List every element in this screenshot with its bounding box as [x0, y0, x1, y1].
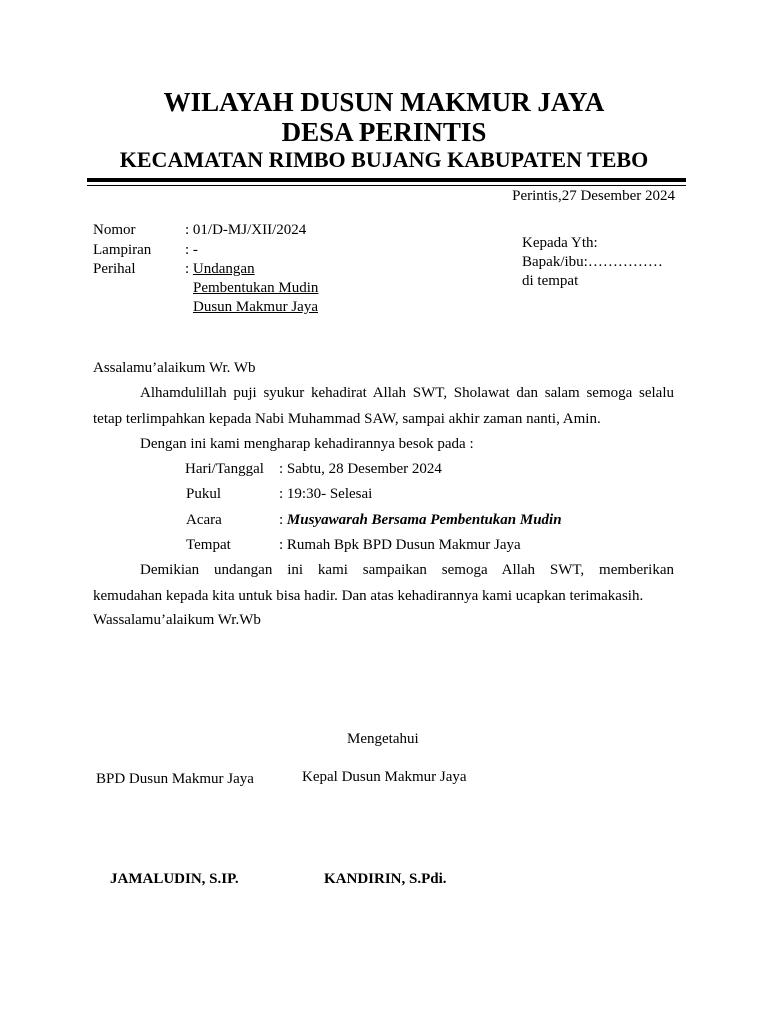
recipient-line-3: di tempat	[522, 273, 579, 289]
letterhead-line-1: WILAYAH DUSUN MAKMUR JAYA	[163, 87, 605, 117]
letterhead-line-3: KECAMATAN RIMBO BUJANG KABUPATEN TEBO	[119, 147, 649, 172]
paragraph-3-line-2: kemudahan kepada kita untuk bisa hadir. Dan atas kehadirannya kami ucapkan terimakasih.	[93, 588, 644, 604]
header-rule-thick	[87, 178, 686, 182]
paragraph-3-line-1: Demikian undangan ini kami sampaikan semoga Allah SWT, memberikan	[140, 562, 674, 578]
schedule-value-text: 19:30- Selesai	[286, 486, 373, 502]
schedule-value	[279, 512, 562, 529]
perihal-colon: :	[185, 261, 193, 277]
left-signatory-title: BPD Dusun Makmur Jaya	[96, 771, 254, 787]
schedule-value	[279, 537, 521, 554]
perihal-line-2: Pembentukan Mudin	[193, 280, 319, 296]
header-rule-thin	[87, 185, 686, 186]
schedule-label: Tempat	[186, 537, 231, 553]
schedule-label: Pukul	[186, 486, 222, 502]
letterhead-line-2: DESA PERINTIS	[281, 117, 487, 147]
schedule-label: Acara	[186, 512, 222, 528]
recipient-line-2: Bapak/ibu:……………	[522, 254, 663, 270]
nomor-value: : 01/D-MJ/XII/2024	[185, 222, 307, 238]
left-signatory-name: JAMALUDIN, S.IP.	[110, 871, 239, 887]
schedule-value-text: Musyawarah Bersama Pembentukan Mudin	[286, 512, 562, 528]
greeting: Assalamu’alaikum Wr. Wb	[93, 360, 256, 376]
schedule-value	[279, 461, 442, 478]
schedule-colon: :	[279, 461, 287, 477]
schedule-value-text: Rumah Bpk BPD Dusun Makmur Jaya	[286, 537, 521, 553]
perihal-label: Perihal	[93, 261, 136, 277]
perihal-value	[185, 261, 255, 278]
schedule-colon: :	[279, 486, 287, 502]
mengetahui-label: Mengetahui	[347, 731, 419, 747]
lampiran-label: Lampiran	[93, 242, 152, 258]
recipient-line-1: Kepada Yth:	[522, 235, 598, 251]
schedule-value	[279, 486, 372, 503]
nomor-label: Nomor	[93, 222, 136, 238]
schedule-value-text: Sabtu, 28 Desember 2024	[286, 461, 442, 477]
right-signatory-title: Kepal Dusun Makmur Jaya	[302, 769, 467, 785]
closing: Wassalamu’alaikum Wr.Wb	[93, 612, 261, 628]
right-signatory-name: KANDIRIN, S.Pdi.	[324, 871, 447, 887]
perihal-line-3: Dusun Makmur Jaya	[193, 299, 318, 315]
paragraph-1-line-2: tetap terlimpahkan kepada Nabi Muhammad SAW, sampai akhir zaman nanti, Amin.	[93, 411, 601, 427]
schedule-label: Hari/Tanggal	[185, 461, 264, 477]
paragraph-2: Dengan ini kami mengharap kehadirannya besok pada :	[140, 436, 474, 452]
schedule-colon: :	[279, 512, 287, 528]
lampiran-value: : -	[185, 242, 198, 258]
letter-date: Perintis,27 Desember 2024	[512, 188, 675, 204]
perihal-line-1: Undangan	[192, 261, 255, 277]
schedule-colon: :	[279, 537, 287, 553]
paragraph-1-line-1: Alhamdulillah puji syukur kehadirat Allah SWT, Sholawat dan salam semoga selalu	[140, 385, 674, 401]
